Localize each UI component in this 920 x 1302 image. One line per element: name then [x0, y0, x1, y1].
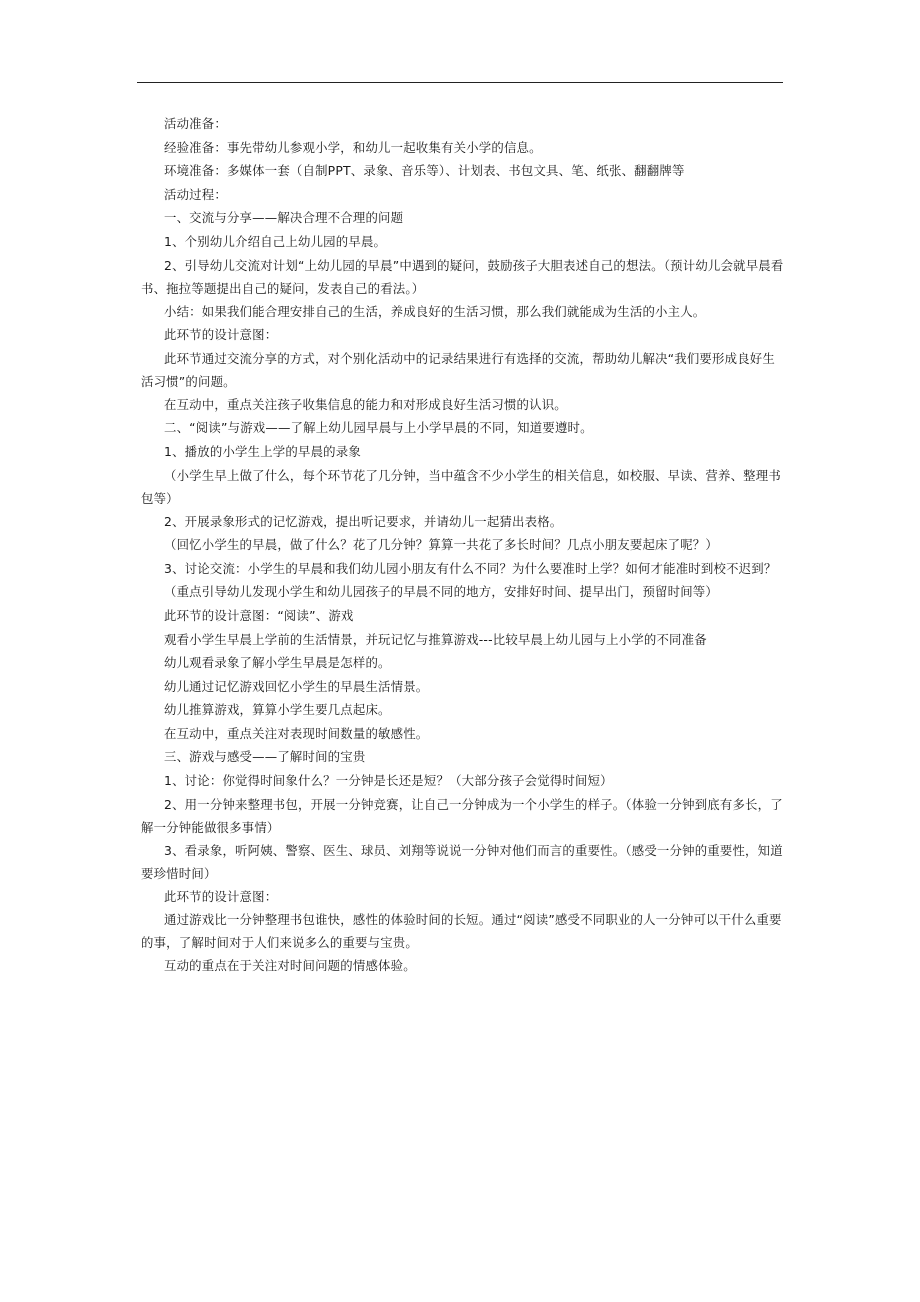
- paragraph: 环境准备：多媒体一套（自制PPT、录象、音乐等）、计划表、书包文具、笔、纸张、翻翻牌等: [164, 163, 685, 179]
- paragraph: 活动准备：: [164, 116, 227, 131]
- paragraph: 1、播放的小学生上学的早晨的录象: [164, 443, 361, 459]
- document-body: [141, 112, 785, 978]
- paragraph: 观看小学生早晨上学前的生活情景，并玩记忆与推算游戏---比较早晨上幼儿园与上小学的不同准备: [164, 631, 707, 647]
- paragraph: 幼儿通过记忆游戏回忆小学生的早晨生活情景。: [164, 678, 429, 694]
- paragraph: 幼儿观看录象了解小学生早晨是怎样的。: [164, 655, 391, 671]
- paragraph: 1、讨论：你觉得时间象什么？一分钟是长还是短？（大部分孩子会觉得时间短）: [164, 773, 613, 789]
- paragraph: 经验准备：事先带幼儿参观小学，和幼儿一起收集有关小学的信息。: [164, 139, 542, 155]
- section-heading: 一、交流与分享——解决合理不合理的问题: [164, 210, 404, 226]
- paragraph: 互动的重点在于关注对时间问题的情感体验。: [164, 958, 416, 974]
- section-heading: 三、游戏与感受——了解时间的宝贵: [164, 749, 366, 765]
- paragraph: 此环节通过交流分享的方式，对个别化活动中的记录结果进行有选择的交流，帮助幼儿解决“我们要形成良好生活习惯”的问题。: [141, 350, 775, 389]
- paragraph: 3、讨论交流：小学生的早晨和我们幼儿园小朋友有什么不同？为什么要准时上学？如何才能准时到校不迟到？: [164, 560, 777, 576]
- paragraph: 2、用一分钟来整理书包，开展一分钟竞赛，让自己一分钟成为一个小学生的样子。（体验一分钟到底有多长，了解一分钟能做很多事情）: [141, 796, 783, 835]
- header-rule: [137, 82, 783, 83]
- paragraph: 此环节的设计意图：: [164, 888, 278, 904]
- paragraph: 3、看录象，听阿姨、警察、医生、球员、刘翔等说说一分钟对他们而言的重要性。（感受一分钟的重要性，知道要珍惜时间）: [141, 842, 783, 881]
- paragraph: 1、个别幼儿介绍自己上幼儿园的早晨。: [164, 233, 387, 249]
- paragraph: 此环节的设计意图：“阅读”、游戏: [164, 607, 354, 623]
- paragraph: 此环节的设计意图：: [164, 327, 278, 343]
- paragraph: （回忆小学生的早晨，做了什么？花了几分钟？算算一共花了多长时间？几点小朋友要起床了呢？）: [164, 537, 718, 553]
- paragraph: 2、开展录象形式的记忆游戏，提出听记要求，并请幼儿一起猜出表格。: [164, 513, 563, 529]
- paragraph: 小结：如果我们能合理安排自己的生活，养成良好的生活习惯，那么我们就能成为生活的小主人。: [164, 303, 706, 319]
- paragraph: 活动过程：: [164, 186, 227, 202]
- paragraph: 幼儿推算游戏，算算小学生要几点起床。: [164, 702, 391, 718]
- paragraph: （重点引导幼儿发现小学生和幼儿园孩子的早晨不同的地方，安排好时间、提早出门，预留时间等）: [164, 584, 718, 600]
- section-heading: 二、“阅读”与游戏——了解上幼儿园早晨与上小学早晨的不同，知道要遵时。: [164, 420, 593, 436]
- paragraph: 2、引导幼儿交流对计划“上幼儿园的早晨”中遇到的疑问，鼓励孩子大胆表述自己的想法。（预计幼儿会就早晨看书、拖拉等题提出自己的疑问，发表自己的看法。）: [141, 257, 784, 296]
- paragraph: 在互动中，重点关注对表现时间数量的敏感性。: [164, 725, 429, 741]
- paragraph: （小学生早上做了什么，每个环节花了几分钟，当中蕴含不少小学生的相关信息，如校服、早读、营养、整理书包等）: [141, 467, 781, 506]
- paragraph: 在互动中，重点关注孩子收集信息的能力和对形成良好生活习惯的认识。: [164, 396, 567, 412]
- paragraph: 通过游戏比一分钟整理书包谁快，感性的体验时间的长短。通过“阅读”感受不同职业的人一分钟可以干什么重要的事，了解时间对于人们来说多么的重要与宝贵。: [141, 912, 782, 951]
